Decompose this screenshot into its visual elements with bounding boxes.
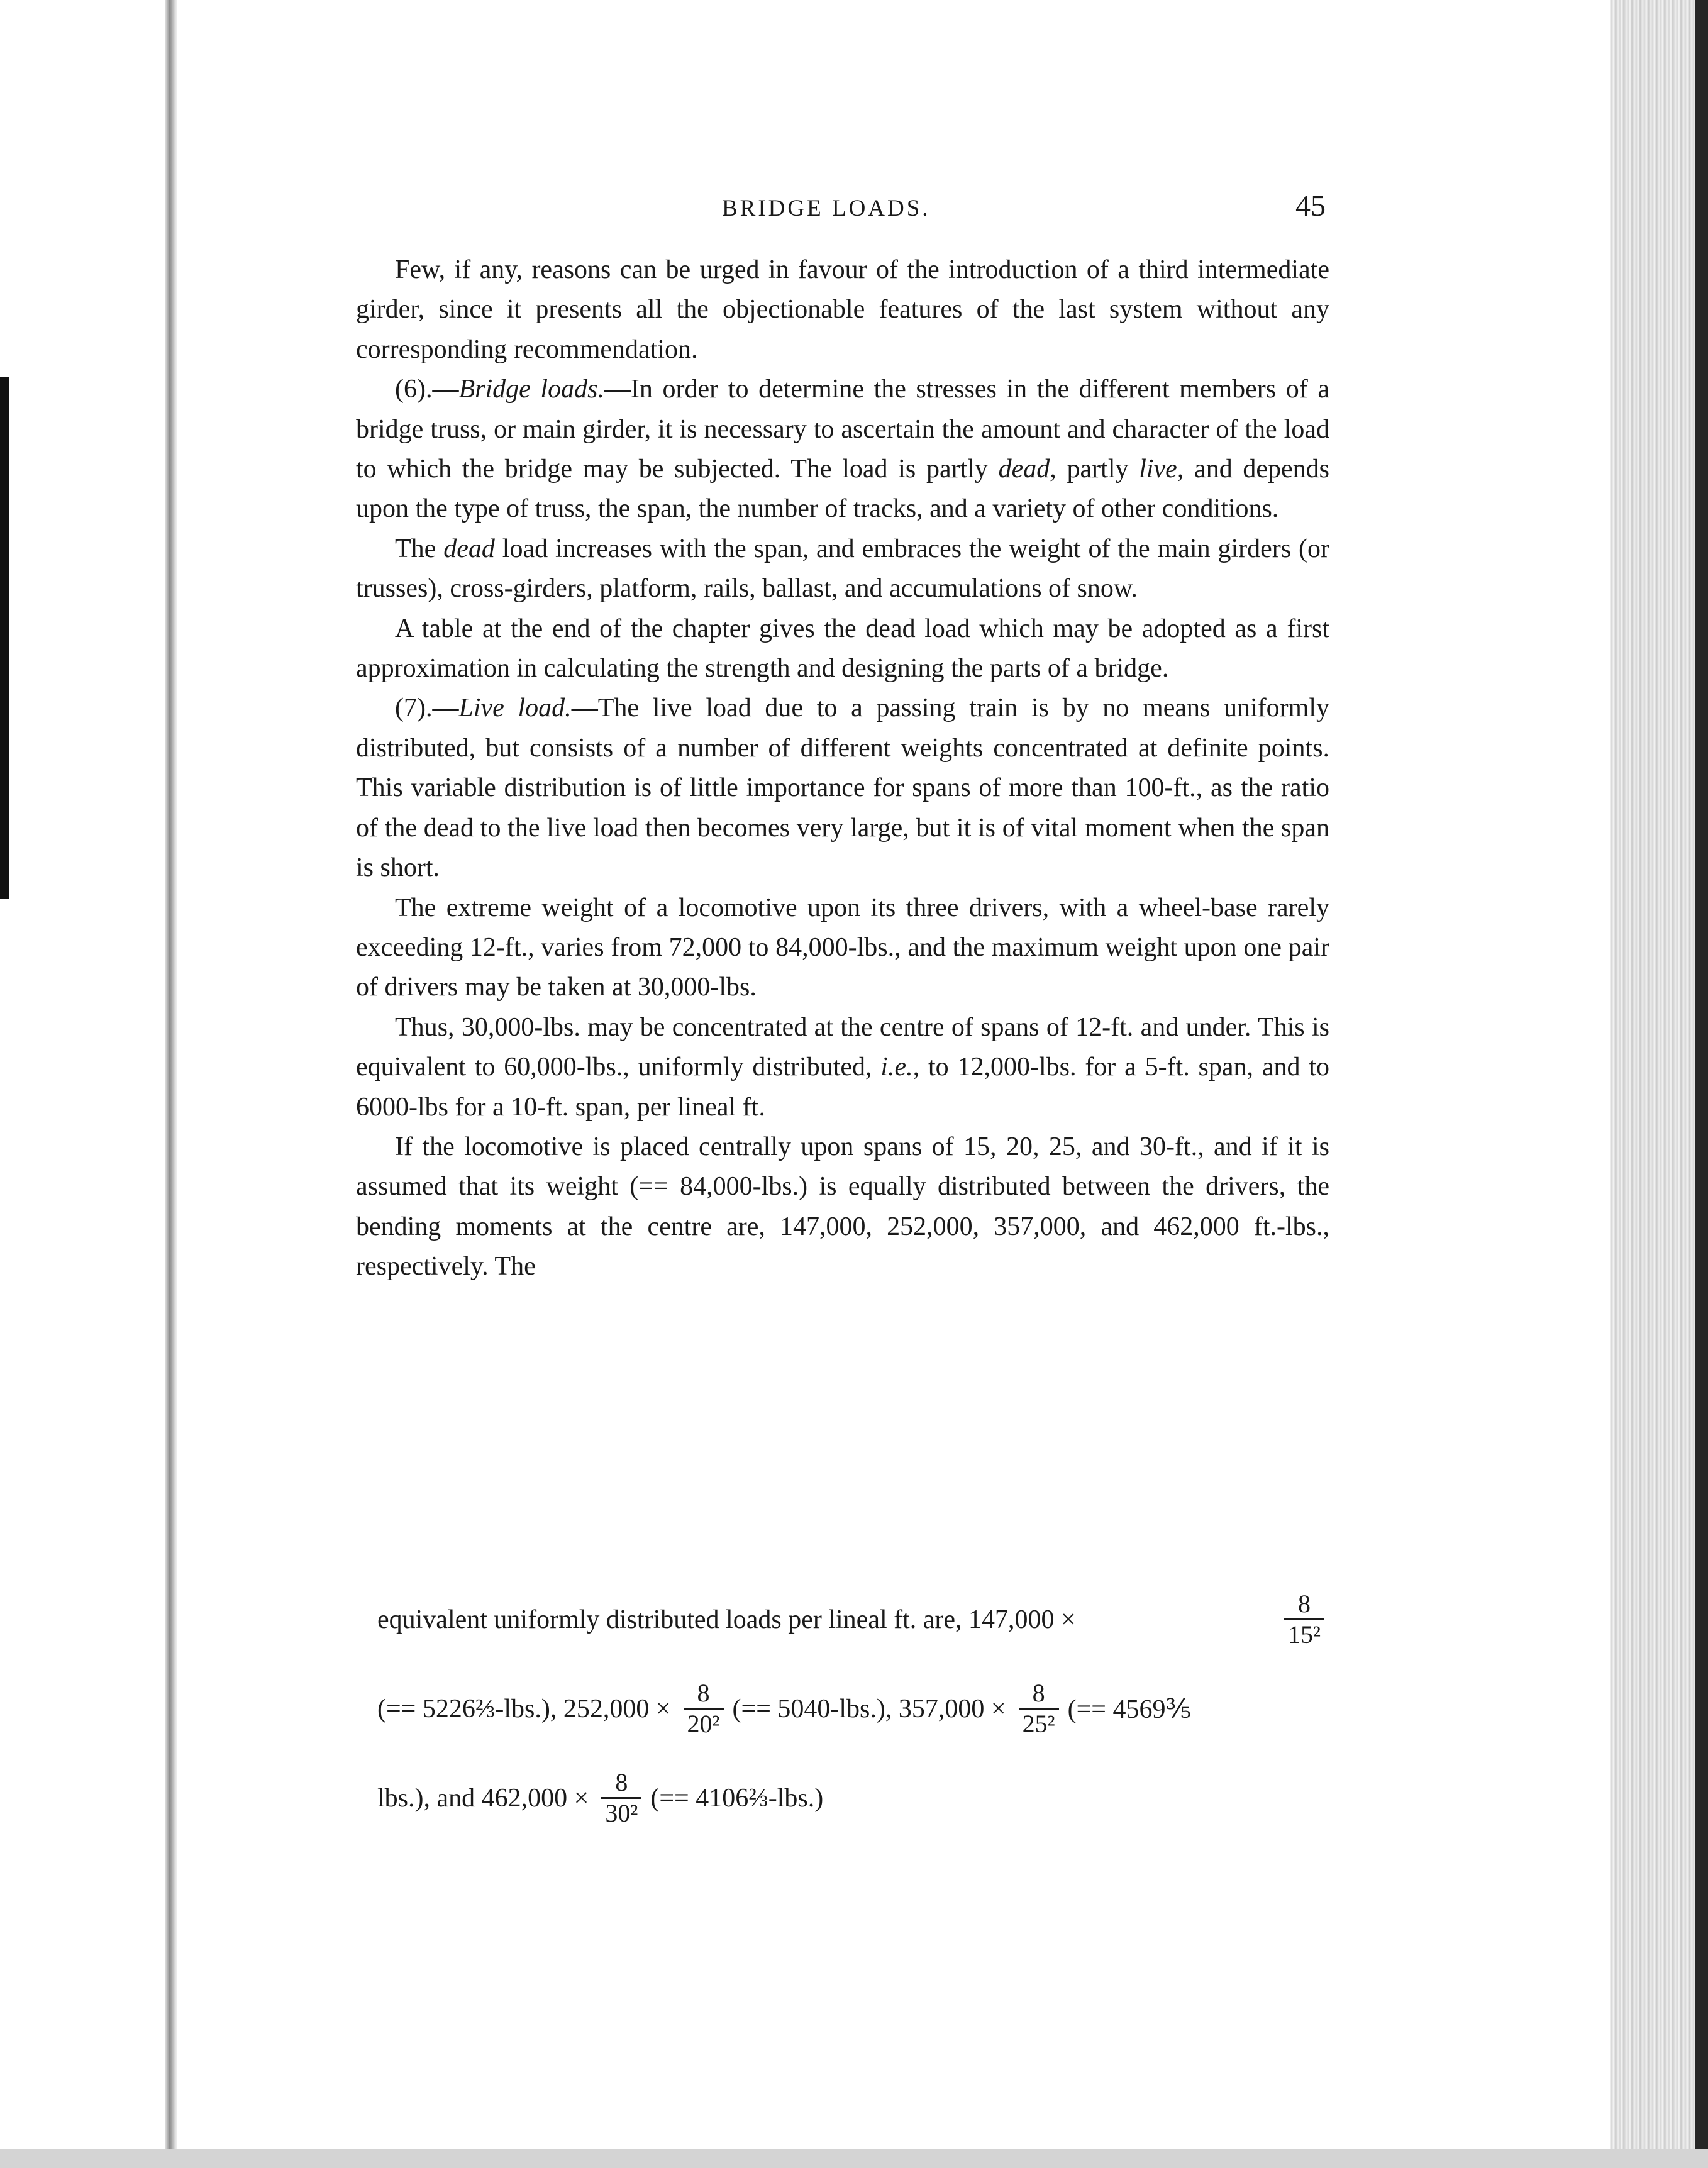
fraction-8-over-15-squared bbox=[1284, 1590, 1324, 1649]
emphasis-live: live, bbox=[1139, 455, 1184, 484]
paragraph-text: In order to determine the stresses in the different members of a bridge truss, or main girder, it is necessary to ascertain the amount and character of the load to which the bridge may be subjected. The load is partly bbox=[356, 375, 1329, 484]
fraction-numerator: 8 bbox=[1298, 1590, 1311, 1618]
section-heading: Live load. bbox=[458, 694, 572, 723]
emphasis-dead: dead bbox=[443, 534, 495, 563]
equation-line-3 bbox=[377, 1768, 1333, 1828]
page-header bbox=[363, 189, 1326, 226]
scan-bottom-strip bbox=[0, 2149, 1708, 2168]
equation-text: lbs.), and 462,000 × bbox=[377, 1783, 589, 1813]
scan-right-dark-edge bbox=[1695, 0, 1708, 2168]
scan-right-page-edges bbox=[1610, 0, 1708, 2168]
page-number: 45 bbox=[1295, 189, 1326, 223]
paragraph-table-note: A table at the end of the chapter gives the dead load which may be adopted as a first approximation in calculating the strength and designing the parts of a bridge. bbox=[356, 614, 1329, 683]
emphasis-ie: i.e., bbox=[880, 1053, 920, 1082]
word-the: The bbox=[395, 534, 436, 563]
equation-text: equivalent uniformly distributed loads per lineal ft. are, 147,000 × bbox=[377, 1605, 1076, 1634]
body-text bbox=[356, 250, 1329, 1287]
heading-dash: — bbox=[571, 694, 598, 723]
fraction-numerator: 8 bbox=[1032, 1679, 1045, 1707]
fraction-8-over-30-squared bbox=[601, 1768, 641, 1828]
fraction-numerator: 8 bbox=[697, 1679, 710, 1707]
paragraph-dead-load bbox=[356, 529, 1329, 609]
equation-text: (== 4106⅔-lbs.) bbox=[650, 1783, 824, 1813]
equation-text: (== 5226⅔-lbs.), 252,000 × bbox=[377, 1694, 671, 1723]
fraction-numerator: 8 bbox=[615, 1768, 628, 1796]
paragraph-text: Thus, 30,000-lbs. may be concentrated at the centre of spans of 12-ft. and under. This is equivalent to 60,000-lbs., uniformly distributed, bbox=[356, 1012, 1329, 1082]
paragraph-text: load increases with the span, and embraces the weight of the main girders (or trusses), cross-girders, platform, rails, ballast, and accumulations of snow. bbox=[356, 534, 1330, 604]
fraction-8-over-25-squared bbox=[1019, 1679, 1059, 1739]
paragraph-text: to 12,000-lbs. for a 5-ft. span, and to 6000-lbs for a 10-ft. span, per lineal ft. bbox=[356, 1053, 1329, 1122]
emphasis-dead: dead, bbox=[998, 455, 1056, 484]
paragraph-text: and depends upon the type of truss, the span, the number of tracks, and a variety of other conditions. bbox=[356, 455, 1330, 524]
paragraph-intro: Few, if any, reasons can be urged in favour of the introduction of a third intermediate girder, since it presents all the objectionable features of the last system without any corresponding recommendation. bbox=[356, 255, 1329, 364]
equation-line-1 bbox=[377, 1590, 1333, 1649]
running-head: BRIDGE LOADS. bbox=[722, 196, 931, 221]
heading-dash: — bbox=[604, 375, 631, 404]
fraction-8-over-20-squared bbox=[684, 1679, 724, 1739]
fraction-denominator: 25² bbox=[1019, 1708, 1059, 1739]
fraction-denominator: 15² bbox=[1284, 1618, 1324, 1649]
scan-left-edge bbox=[165, 0, 177, 2168]
scan-left-mark bbox=[0, 377, 9, 899]
word-partly: partly bbox=[1067, 455, 1129, 484]
section-number: (6).— bbox=[395, 375, 459, 404]
equation-line-2 bbox=[377, 1679, 1333, 1739]
paragraph-bending-moments: If the locomotive is placed centrally upon spans of 15, 20, 25, and 30-ft., and if it is assumed that its weight (== 84,000-lbs.) is equally distributed between the drivers, the bending moments at the centre are, 147,000, 252,000, 357,000, and 462,000 ft.-lbs., respectively. The bbox=[356, 1132, 1329, 1281]
paragraph-bridge-loads bbox=[356, 370, 1329, 529]
section-heading: Bridge loads. bbox=[458, 375, 604, 404]
paragraph-live-load bbox=[356, 689, 1329, 888]
fraction-denominator: 20² bbox=[684, 1708, 724, 1739]
paragraph-locomotive-weight: The extreme weight of a locomotive upon its three drivers, with a wheel-base rarely exceeding 12-ft., varies from 72,000 to 84,000-lbs., and the maximum weight upon one pair of drivers may be taken at 30,000-lbs. bbox=[356, 893, 1329, 1002]
equation-text: (== 4569⅗ bbox=[1067, 1695, 1192, 1724]
equation-text: (== 5040-lbs.), 357,000 × bbox=[732, 1694, 1006, 1723]
paragraph-text: The live load due to a passing train is by no means uniformly distributed, but consists of a number of different weights concentrated at definite points. This variable distribution is of little importance for spans of more than 100-ft., as the ratio of the dead to the live load then becomes very large, but it is of vital moment when the span is short. bbox=[356, 694, 1330, 883]
fraction-denominator: 30² bbox=[601, 1797, 641, 1828]
paragraph-concentration bbox=[356, 1008, 1329, 1127]
section-number: (7).— bbox=[395, 694, 459, 723]
